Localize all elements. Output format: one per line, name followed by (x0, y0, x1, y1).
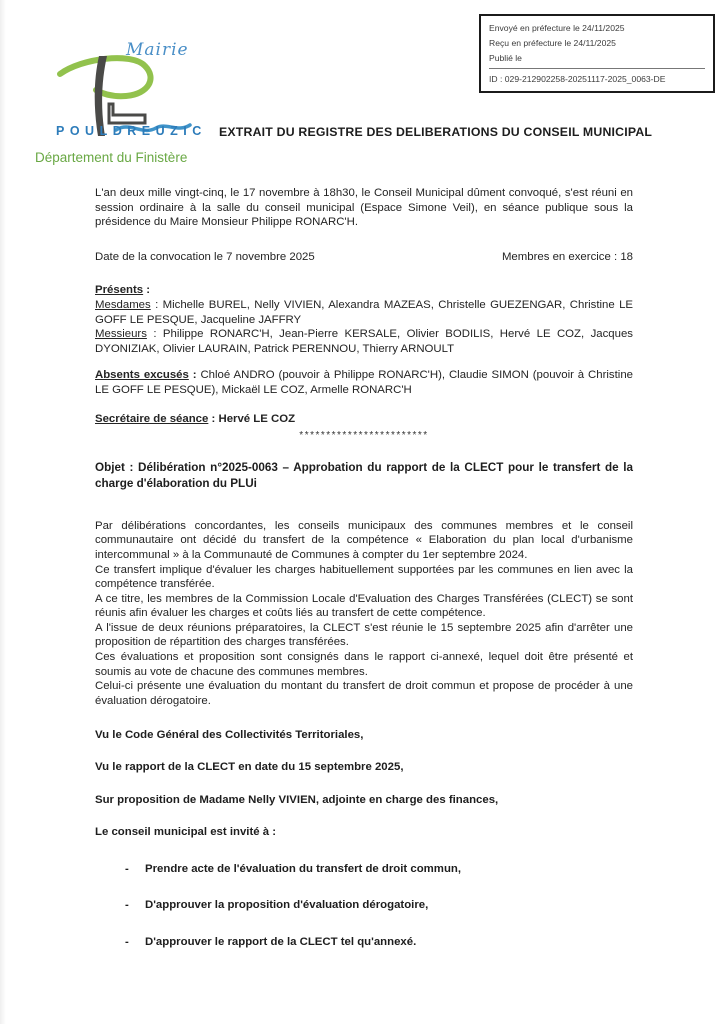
bullet-dash: - (125, 936, 129, 948)
department-label: Département du Finistère (35, 150, 188, 165)
vu-line: Vu le rapport de la CLECT en date du 15 septembre 2025, (95, 761, 404, 774)
mesdames-label: Mesdames (95, 298, 151, 311)
absents-line (95, 368, 633, 397)
presents-colon: : (143, 284, 151, 297)
convocation-date: Date de la convocation le 7 novembre 2025 (95, 250, 315, 263)
convocation-row (95, 250, 633, 265)
resolution-item (95, 898, 633, 913)
body-paragraph: Celui-ci présente une évaluation du montant du transfert de droit commun et propose de procéder à une évaluation dérogatoire. (95, 680, 633, 707)
presents-label: Présents (95, 284, 144, 297)
resolution-item (95, 862, 633, 877)
vu-line: Vu le Code Général des Collectivités Territoriales, (95, 729, 364, 742)
invitation-line: Le conseil municipal est invité à : (95, 826, 277, 839)
body-paragraph: Par délibérations concordantes, les conseils municipaux des communes membres et le conseil communautaire ont décidé du transfert de la compétence « Elaboration du plan local d'urbanisme intercommunal » à la Communauté de Communes à compter du 1er septembre 2024. (95, 519, 633, 561)
stamp-sent-line: Envoyé en préfecture le 24/11/2025 (489, 23, 625, 33)
absents-colon: : (188, 369, 197, 382)
body-paragraph: A l'issue de deux réunions préparatoires, la CLECT s'est réunie le 15 septembre 2025 afin d'arrêter une proposition de répartition des charges transférées. (95, 621, 633, 649)
deliberation-text (95, 519, 633, 709)
messieurs-line (95, 327, 633, 356)
mesdames-line (95, 298, 633, 327)
absents-names: Chloé ANDRO (pouvoir à Philippe RONARC'H), Claudie SIMON (pouvoir à Christine LE GOFF LE PESQUE), Mickaël LE COZ, Armelle RONARC'H (95, 369, 633, 396)
commune-logo (52, 40, 217, 150)
logo-commune-name: POULDREUZIC (56, 124, 207, 138)
body-paragraph: A ce titre, les membres de la Commission Locale d'Evaluation des Charges Transférées (CLECT) se sont réunis afin évaluer les charges et coûts liés au transfert de cette compétence. (95, 592, 633, 620)
vu-line: Sur proposition de Madame Nelly VIVIEN, adjointe en charge des finances, (95, 793, 499, 806)
intro-paragraph: L'an deux mille vingt-cinq, le 17 novembre à 18h30, le Conseil Municipal dûment convoqué, s'est réuni en session ordinaire à la salle du conseil municipal (Espace Simone Veil), en séance publique sous la présidence du Maire Monsieur Philippe RONARC'H. (95, 187, 633, 229)
secretary-line (95, 412, 633, 427)
stamp-received-line: Reçu en préfecture le 24/11/2025 (489, 38, 616, 48)
resolution-item (95, 935, 633, 950)
subject-heading: Objet : Délibération n°2025-0063 – Approbation du rapport de la CLECT pour le transfert de la charge d'élaboration du PLUi (95, 460, 633, 491)
messieurs-label: Messieurs (95, 328, 147, 341)
prefecture-stamp (479, 14, 715, 93)
messieurs-names: : Philippe RONARC'H, Jean-Pierre KERSALE, Olivier BODILIS, Hervé LE COZ, Jacques DYONIZIAK, Olivier LAURAIN, Patrick PERENNOU, Thierry ARNOULT (95, 328, 633, 355)
presents-heading (95, 283, 633, 298)
stamp-id-line: ID : 029-212902258-20251117-2025_0063-DE (489, 68, 705, 87)
resolution-text: Prendre acte de l'évaluation du transfert de droit commun, (145, 862, 462, 875)
absents-label: Absents excusés (95, 369, 189, 382)
members-in-office: Membres en exercice : 18 (501, 250, 633, 263)
body-paragraph: Ces évaluations et proposition sont consignés dans le rapport ci-annexé, lequel doit être présenté et soumis au vote de chacune des communes membres. (95, 651, 633, 678)
document-title: EXTRAIT DU REGISTRE DES DELIBERATIONS DU CONSEIL MUNICIPAL (219, 125, 653, 139)
mesdames-names: : Michelle BUREL, Nelly VIVIEN, Alexandra MAZEAS, Christelle GUEZENGAR, Christine LE GOFF LE PESQUE, Jacqueline JAFFRY (95, 298, 633, 326)
bullet-dash: - (125, 899, 129, 912)
body-paragraph: Ce transfert implique d'évaluer les charges habituellement supportées par les communes en lien avec la compétence transférée. (95, 563, 633, 591)
scan-edge (0, 0, 6, 1024)
secretary-name: : Hervé LE COZ (208, 412, 296, 425)
bullet-dash: - (125, 862, 129, 875)
resolution-text: D'approuver le rapport de la CLECT tel qu'annexé. (145, 936, 417, 948)
stamp-published-line: Publié le (489, 53, 522, 63)
resolution-text: D'approuver la proposition d'évaluation dérogatoire, (145, 899, 429, 912)
asterisk-separator: ************************ (299, 430, 429, 442)
logo-mairie-text: Mairie (126, 40, 189, 60)
document-body (95, 186, 633, 950)
secretary-label: Secrétaire de séance (95, 412, 209, 425)
